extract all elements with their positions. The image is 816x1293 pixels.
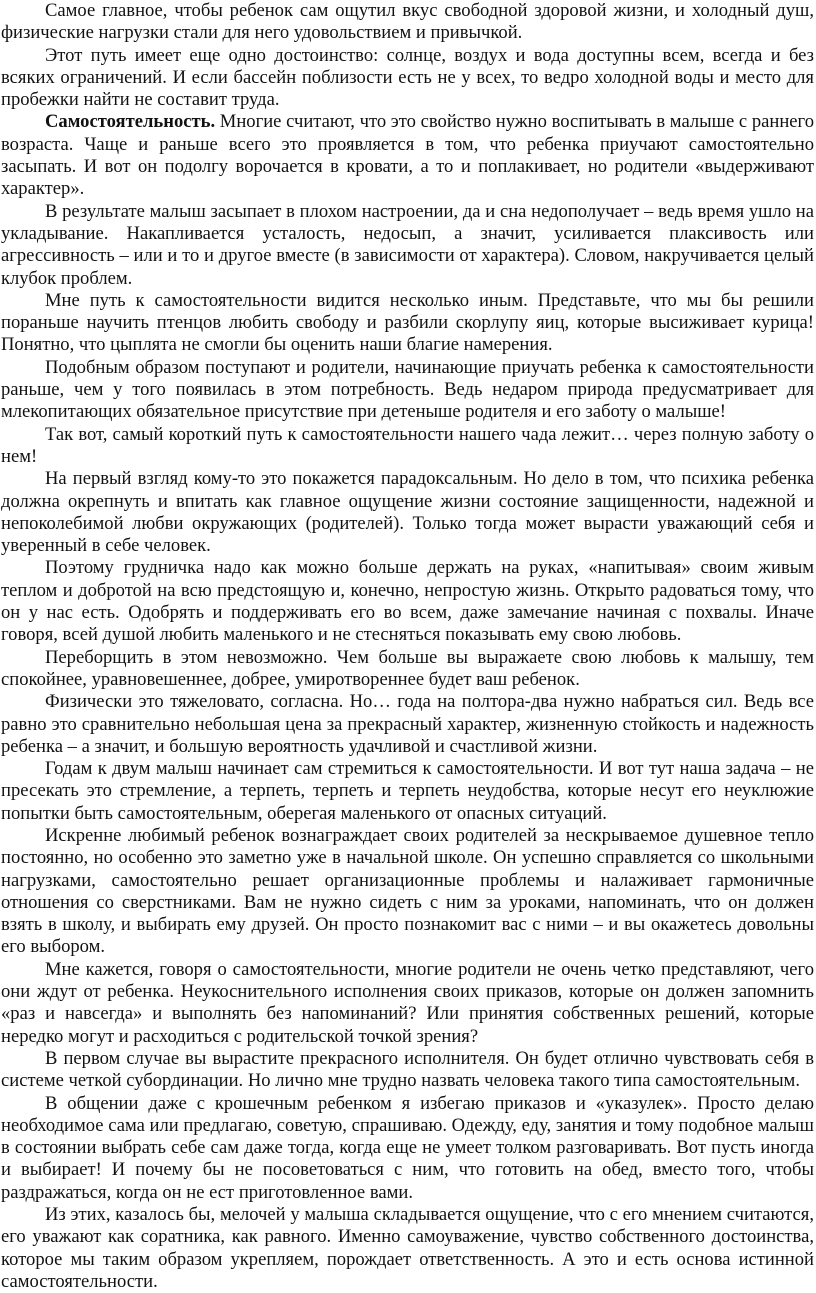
paragraph-text: Искренне любимый ребенок вознаграждает своих родителей за нескрываемое душевное тепло постоянно, но особенно это заметно уже в начальной школе. Он успешно справляется со школьными нагрузками, самостоятельно решает организационные проблемы и налаживает гармоничные отношения со сверстниками. Вам не нужно сидеть с ним за уроками, напоминать, что он должен взять в школу, и выбирать ему друзей. Он просто познакомит вас с ними – и вы окажетесь довольны его выбором. bbox=[1, 824, 814, 958]
paragraph-6 bbox=[1, 357, 814, 424]
paragraph-text: Этот путь имеет еще одно достоинство: солнце, воздух и вода доступны всем, всегда и без всяких ограничений. И если бассейн поблизости есть не у всех, то ведро холодной воды и место для пробежки найти не составит труда. bbox=[1, 44, 814, 111]
paragraph-text: Многие считают, что это свойство нужно воспитывать в малыше с раннего возраста. Чаще и раньше всего это проявляется в том, что ребенка приучают самостоятельно засыпать. И вот он подолгу ворочается в кровати, а то и поплакивает, но родители «выдерживают характер». bbox=[1, 111, 814, 200]
paragraph-2 bbox=[1, 45, 814, 112]
paragraph-text: На первый взгляд кому-то это покажется парадоксальным. Но дело в том, что психика ребенка должна окрепнуть и впитать как главное ощущение жизни состояние защищенности, надежной и непоколебимой любви окружающих (родителей). Только тогда может вырасти уважающий себя и уверенный в себе человек. bbox=[1, 468, 814, 557]
paragraph-heading: Самостоятельность. bbox=[45, 111, 216, 133]
paragraph-text: Поэтому грудничка надо как можно больше держать на руках, «напитывая» своим живым теплом и добротой на всю предстоящую и, конечно, непростую жизнь. Открыто радоваться тому, что он у нас есть. Одобрять и поддерживать его во всем, даже замечание начиная с похвалы. Иначе говоря, всей душой любить маленького и не стесняться показывать ему свою любовь. bbox=[1, 557, 814, 646]
paragraph-text: Переборщить в этом невозможно. Чем больше вы выражаете свою любовь к малышу, тем спокойнее, уравновешеннее, добрее, умиротвореннее будет ваш ребенок. bbox=[1, 646, 814, 690]
paragraph-text: Мне кажется, говоря о самостоятельности, многие родители не очень четко представляют, чего они ждут от ребенка. Неукоснительного исполнения своих приказов, которые он должен запомнить «раз и навсегда» и выполнять без напоминаний? Или принятия собственных решений, которые нередко могут и расходиться с родительской точкой зрения? bbox=[1, 958, 814, 1047]
paragraph-text: В первом случае вы вырастите прекрасного исполнителя. Он будет отлично чувствовать себя в системе четкой субординации. Но лично мне трудно назвать человека такого типа самостоятельным. bbox=[1, 1047, 814, 1092]
paragraph-15 bbox=[1, 1048, 814, 1093]
paragraph-17 bbox=[1, 1204, 814, 1293]
paragraph-14 bbox=[1, 959, 814, 1048]
paragraph-text: Так вот, самый короткий путь к самостоятельности нашего чада лежит… через полную заботу о нем! bbox=[1, 423, 814, 467]
paragraph-11 bbox=[1, 691, 814, 758]
paragraph-4 bbox=[1, 201, 814, 290]
paragraph-text: Подобным образом поступают и родители, начинающие приучать ребенка к самостоятельности раньше, чем у того появилась в этом потребность. Ведь недаром природа предусматривает для млекопитающих обязательное присутствие при детеныше родителя и его заботу о малыше! bbox=[1, 356, 814, 423]
paragraph-text: В результате малыш засыпает в плохом настроении, да и сна недополучает – ведь время ушло на укладывание. Накапливается усталость, недосып, а значит, усиливается плаксивость или агрессивность – или и то и другое вместе (в зависимости от характера). Словом, накручивается целый клубок проблем. bbox=[1, 200, 814, 289]
paragraph-13 bbox=[1, 825, 814, 959]
paragraph-10 bbox=[1, 647, 814, 692]
paragraph-text: Годам к двум малыш начинает сам стремиться к самостоятельности. И вот тут наша задача – не пресекать это стремление, а терпеть, терпеть и терпеть неудобства, которые несут его неуклюжие попытки быть самостоятельным, оберегая маленького от опасных ситуаций. bbox=[1, 758, 814, 824]
paragraph-8 bbox=[1, 468, 814, 557]
paragraph-7 bbox=[1, 424, 814, 469]
paragraph-12 bbox=[1, 758, 814, 825]
paragraph-5 bbox=[1, 290, 814, 357]
paragraph-text: В общении даже с крошечным ребенком я избегаю приказов и «указулек». Просто делаю необходимое сама или предлагаю, советую, спрашиваю. Одежду, еду, занятия и тому подобное малыш в состоянии выбрать себе сам даже тогда, когда еще не умеет толком разговаривать. Вот пусть иногда и выбирает! И почему бы не посоветоваться с ним, что готовить на обед, вместо того, чтобы раздражаться, когда он не ест приготовленное вами. bbox=[1, 1092, 814, 1203]
paragraph-1 bbox=[1, 0, 814, 45]
paragraph-text: Из этих, казалось бы, мелочей у малыша складывается ощущение, что с его мнением считаются, его уважают как соратника, как равного. Именно самоуважение, чувство собственного достоинства, которое мы таким образом укрепляем, порождает ответственность. А это и есть основа истинной самостоятельности. bbox=[1, 1204, 814, 1292]
paragraph-text: Мне путь к самостоятельности видится несколько иным. Представьте, что мы бы решили пораньше научить птенцов любить свободу и разбили скорлупу яиц, которые высиживает курица! Понятно, что цыплята не смогли бы оценить наши благие намерения. bbox=[1, 289, 814, 356]
paragraph-text: Физически это тяжеловато, согласна. Но… года на полтора-два нужно набраться сил. Ведь все равно это сравнительно небольшая цена за прекрасный характер, жизненную стойкость и надежность ребенка – а значит, и большую вероятность удачливой и счастливой жизни. bbox=[1, 691, 814, 757]
paragraph-9 bbox=[1, 557, 814, 646]
paragraph-text: Самое главное, чтобы ребенок сам ощутил вкус свободной здоровой жизни, и холодный душ, физические нагрузки стали для него удовольствием и привычкой. bbox=[1, 0, 814, 44]
paragraph-16 bbox=[1, 1093, 814, 1204]
paragraph-3 bbox=[1, 111, 814, 200]
